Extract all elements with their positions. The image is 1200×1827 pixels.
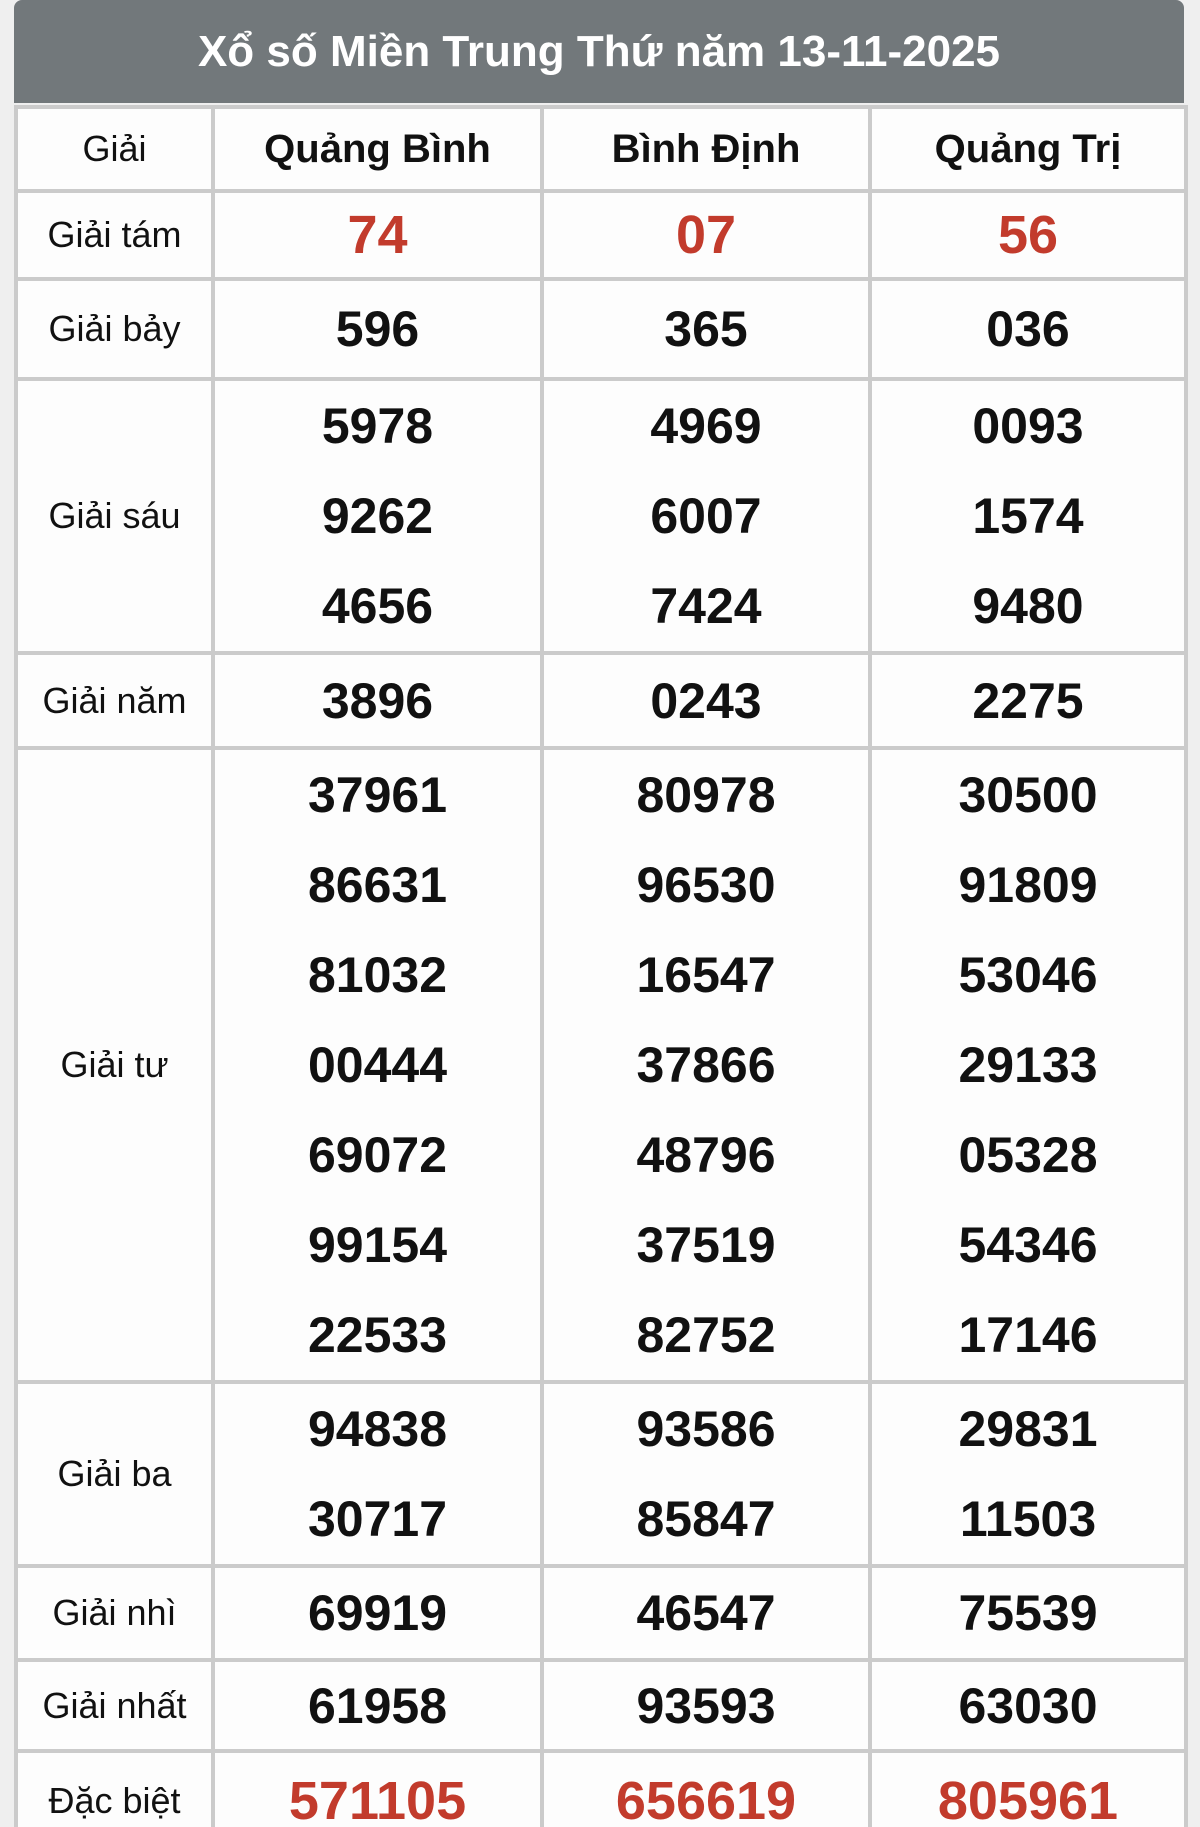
result-number: 11503 (959, 1491, 1097, 1547)
prize-label-giai-ba: Giải ba (16, 1382, 213, 1566)
row-giai-sau (16, 379, 1186, 653)
result-number: 63030 (958, 1677, 1098, 1734)
cell-giai-bay-quang-tri (870, 279, 1186, 379)
result-number: 036 (986, 301, 1070, 357)
result-number: 1574 (972, 488, 1084, 544)
cell-giai-tam-quang-tri (870, 191, 1186, 279)
result-number: 82752 (636, 1307, 776, 1363)
cell-giai-nam-quang-binh (213, 653, 542, 748)
result-number: 53046 (958, 947, 1098, 1003)
cell-giai-ba-binh-dinh (542, 1382, 870, 1566)
result-number: 596 (335, 301, 420, 357)
result-number: 37866 (636, 1037, 776, 1093)
result-number: 80978 (636, 767, 776, 823)
result-number: 0093 (972, 398, 1084, 454)
result-number: 5978 (321, 398, 434, 454)
cell-giai-tam-binh-dinh (542, 191, 870, 279)
result-number: 9480 (972, 578, 1084, 634)
cell-giai-ba-quang-binh (213, 1382, 542, 1566)
cell-dac-biet-quang-tri (870, 1751, 1186, 1827)
result-number: 29133 (958, 1037, 1098, 1093)
cell-giai-nhat-quang-tri (870, 1660, 1186, 1751)
result-number: 6007 (650, 488, 762, 544)
result-number: 656619 (615, 1771, 797, 1827)
result-number: 7424 (650, 578, 762, 634)
cell-giai-nam-quang-tri (870, 653, 1186, 748)
cell-giai-sau-quang-binh (213, 379, 542, 653)
cell-giai-tam-quang-binh (213, 191, 542, 279)
result-number: 571105 (288, 1771, 467, 1827)
result-number: 05328 (958, 1127, 1098, 1183)
prize-label-giai-nam: Giải năm (16, 653, 213, 748)
result-number: 99154 (307, 1217, 448, 1273)
cell-giai-tu-binh-dinh (542, 748, 870, 1382)
cell-dac-biet-binh-dinh (542, 1751, 870, 1827)
prize-label-giai-tu: Giải tư (16, 748, 213, 1382)
cell-giai-tu-quang-tri (870, 748, 1186, 1382)
cell-giai-nhi-quang-binh (213, 1566, 542, 1660)
row-giai-ba (16, 1382, 1186, 1566)
result-number: 85847 (636, 1491, 776, 1547)
prize-label-giai-sau: Giải sáu (16, 379, 213, 653)
result-number: 81032 (307, 947, 448, 1003)
result-number: 4969 (650, 398, 762, 454)
row-giai-tam (16, 191, 1186, 279)
row-giai-nhi (16, 1566, 1186, 1660)
result-number: 30717 (307, 1491, 448, 1547)
prize-label-giai-nhi: Giải nhì (16, 1566, 213, 1660)
prize-label-dac-biet: Đặc biệt (16, 1751, 213, 1827)
cell-giai-bay-quang-binh (213, 279, 542, 379)
page-title: Xổ số Miền Trung Thứ năm 13-11-2025 (197, 26, 1001, 76)
result-number: 69072 (307, 1127, 448, 1183)
result-number: 93593 (636, 1677, 776, 1734)
prize-label-giai-bay: Giải bảy (16, 279, 213, 379)
cell-giai-nhi-binh-dinh (542, 1566, 870, 1660)
result-number: 61958 (307, 1677, 448, 1734)
result-number: 3896 (321, 672, 434, 729)
result-number: 91809 (958, 857, 1098, 913)
cell-dac-biet-quang-binh (213, 1751, 542, 1827)
result-number: 0243 (650, 672, 762, 729)
result-number: 94838 (307, 1401, 448, 1457)
result-number: 74 (347, 205, 408, 265)
result-number: 805961 (937, 1771, 1119, 1827)
column-header-quang-tri: Quảng Trị (870, 107, 1186, 191)
prize-label-giai-tam: Giải tám (16, 191, 213, 279)
result-number: 69919 (307, 1585, 448, 1641)
result-number: 07 (675, 205, 737, 265)
result-number: 37961 (307, 767, 448, 823)
row-giai-bay (16, 279, 1186, 379)
results-table (14, 105, 1188, 1827)
cell-giai-nhat-quang-binh (213, 1660, 542, 1751)
row-dac-biet (16, 1751, 1186, 1827)
table-header-row (16, 107, 1186, 191)
cell-giai-nam-binh-dinh (542, 653, 870, 748)
result-number: 46547 (636, 1585, 776, 1641)
result-number: 16547 (636, 947, 776, 1003)
cell-giai-sau-quang-tri (870, 379, 1186, 653)
result-number: 96530 (636, 857, 776, 913)
result-number: 48796 (636, 1127, 776, 1183)
row-giai-nam (16, 653, 1186, 748)
result-number: 4656 (321, 578, 434, 634)
result-number: 56 (997, 205, 1059, 265)
result-number: 365 (664, 301, 748, 357)
cell-giai-tu-quang-binh (213, 748, 542, 1382)
result-number: 93586 (636, 1401, 776, 1457)
result-number: 22533 (307, 1307, 448, 1363)
column-header-quang-binh: Quảng Bình (213, 107, 542, 191)
cell-giai-nhi-quang-tri (870, 1566, 1186, 1660)
column-header-binh-dinh: Bình Định (542, 107, 870, 191)
cell-giai-ba-quang-tri (870, 1382, 1186, 1566)
title-bar (14, 0, 1184, 103)
cell-giai-bay-binh-dinh (542, 279, 870, 379)
prize-label-giai-nhat: Giải nhất (16, 1660, 213, 1751)
cell-giai-sau-binh-dinh (542, 379, 870, 653)
result-number: 30500 (958, 767, 1098, 823)
row-giai-nhat (16, 1660, 1186, 1751)
result-number: 54346 (958, 1217, 1098, 1273)
cell-giai-nhat-binh-dinh (542, 1660, 870, 1751)
result-number: 2275 (972, 672, 1084, 729)
column-header-prize: Giải (16, 107, 213, 191)
result-number: 00444 (307, 1037, 448, 1093)
result-number: 86631 (307, 857, 448, 913)
row-giai-tu (16, 748, 1186, 1382)
result-number: 17146 (958, 1307, 1098, 1363)
result-number: 9262 (321, 488, 434, 544)
result-number: 75539 (958, 1585, 1098, 1641)
result-number: 29831 (958, 1401, 1098, 1457)
result-number: 37519 (636, 1217, 776, 1273)
